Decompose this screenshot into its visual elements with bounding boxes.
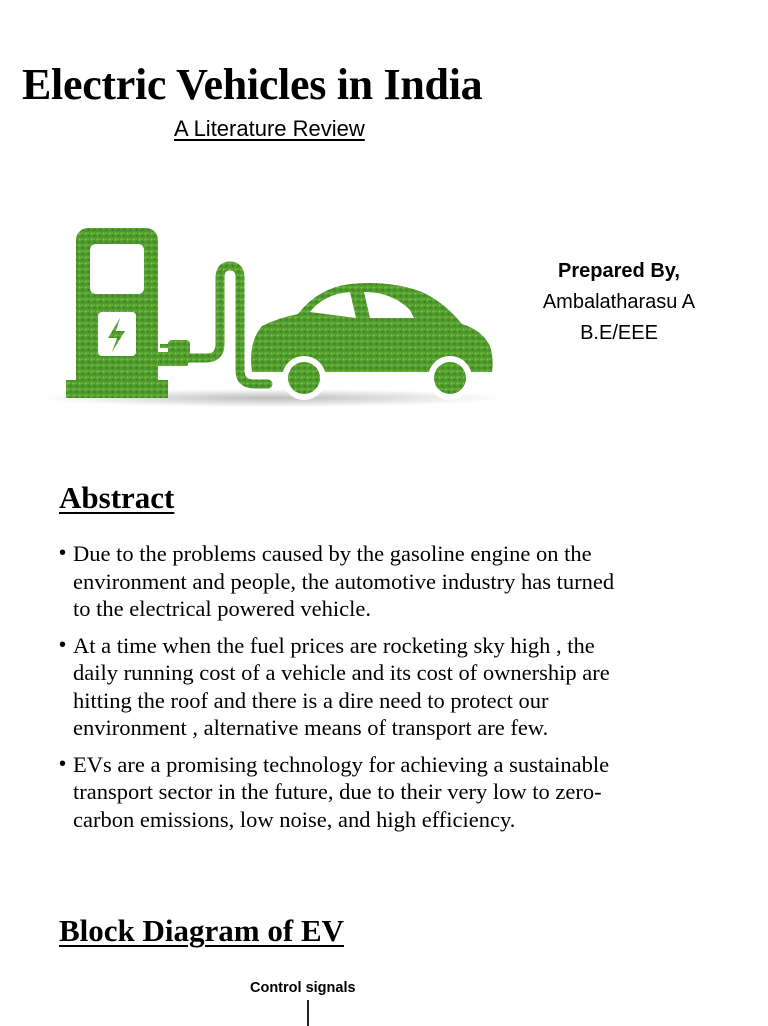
ev-charging-station-icon bbox=[36, 220, 506, 410]
bullet-line: carbon emissions, low noise, and high efficiency. bbox=[73, 806, 516, 832]
document-title: Electric Vehicles in India bbox=[22, 60, 483, 109]
bullet-icon: • bbox=[59, 633, 67, 656]
bullet-line: to the electrical powered vehicle. bbox=[73, 596, 371, 621]
prepared-by-label: Prepared By, bbox=[558, 260, 680, 282]
block-diagram-heading: Block Diagram of EV bbox=[59, 913, 345, 948]
abstract-bullet-list bbox=[59, 540, 749, 842]
author-degree: B.E/EEE bbox=[580, 322, 658, 344]
abstract-bullet bbox=[59, 540, 749, 623]
bullet-line: transport sector in the future, due to their very low to zero- bbox=[73, 779, 602, 804]
author-name: Ambalatharasu A bbox=[542, 291, 696, 313]
document-subtitle: A Literature Review bbox=[174, 116, 365, 141]
author-block bbox=[520, 256, 718, 349]
bullet-line: EVs are a promising technology for achieving a sustainable bbox=[73, 751, 610, 777]
control-signal-line bbox=[307, 1000, 309, 1026]
abstract-bullet bbox=[59, 632, 749, 742]
bullet-line: environment and people, the automotive industry has turned bbox=[73, 568, 615, 594]
abstract-heading: Abstract bbox=[59, 480, 175, 515]
bullet-icon: • bbox=[59, 752, 67, 775]
bullet-icon: • bbox=[59, 542, 67, 564]
bullet-line: daily running cost of a vehicle and its cost of ownership are bbox=[73, 660, 610, 685]
bullet-line: Due to the problems caused by the gasoline engine on the bbox=[73, 541, 592, 566]
abstract-bullet bbox=[59, 751, 749, 834]
bullet-line: environment , alternative means of transport are few. bbox=[73, 715, 549, 740]
control-signals-label: Control signals bbox=[250, 980, 356, 996]
ev-charging-illustration bbox=[36, 220, 506, 415]
bullet-line: At a time when the fuel prices are rocketing sky high , the bbox=[73, 632, 595, 658]
bullet-line: hitting the roof and there is a dire need to protect our bbox=[73, 687, 549, 713]
